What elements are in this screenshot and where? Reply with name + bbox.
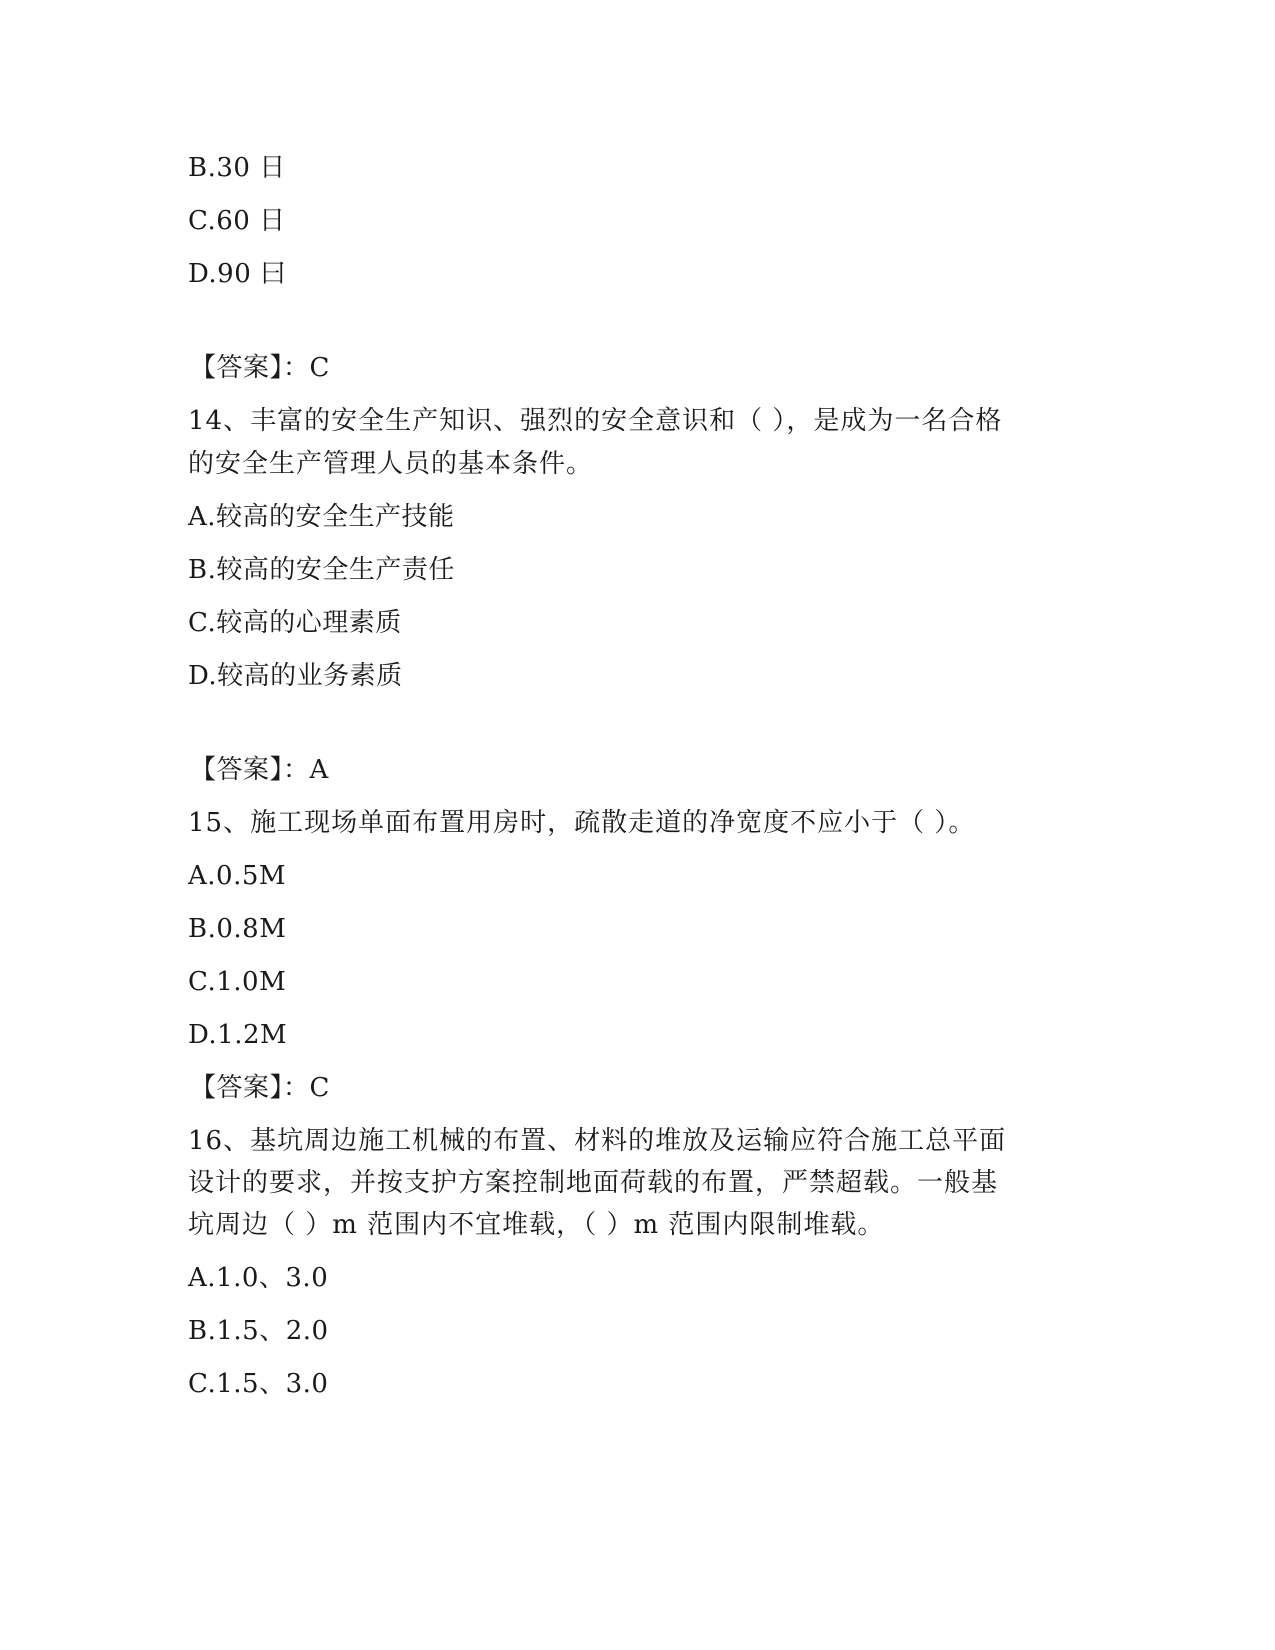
q16-option-b: B.1.5、2.0: [188, 1316, 329, 1346]
q14-option-c: C.较高的心理素质: [188, 608, 402, 638]
q15-stem-line-1: 15、施工现场单面布置用房时，疏散走道的净宽度不应小于（ ）。: [188, 808, 976, 838]
q16-stem-line-3: 坑周边（ ）m 范围内不宜堆载，（ ）m 范围内限制堆载。: [188, 1210, 885, 1240]
q15-option-d: D.1.2M: [188, 1020, 288, 1050]
q13-option-c: C.60 日: [188, 206, 286, 236]
q15-option-a: A.0.5M: [188, 861, 287, 891]
q16-stem-line-2: 设计的要求，并按支护方案控制地面荷载的布置，严禁超载。一般基: [188, 1168, 999, 1198]
q13-answer: 【答案】：C: [190, 353, 330, 383]
q16-option-c: C.1.5、3.0: [188, 1369, 329, 1399]
q14-option-b: B.较高的安全生产责任: [188, 555, 455, 585]
q16-stem-line-1: 16、基坑周边施工机械的布置、材料的堆放及运输应符合施工总平面: [188, 1126, 1007, 1156]
q15-option-b: B.0.8M: [188, 914, 287, 944]
q14-option-d: D.较高的业务素质: [188, 661, 403, 691]
q13-option-b: B.30 日: [188, 153, 286, 183]
q14-stem-line-1: 14、丰富的安全生产知识、强烈的安全意识和（ ），是成为一名合格: [188, 406, 1003, 436]
q14-answer: 【答案】：A: [190, 755, 329, 785]
q15-answer: 【答案】：C: [190, 1073, 330, 1103]
q15-option-c: C.1.0M: [188, 967, 287, 997]
q14-stem-line-2: 的安全生产管理人员的基本条件。: [188, 449, 594, 479]
q14-option-a: A.较高的安全生产技能: [188, 502, 455, 532]
q16-option-a: A.1.0、3.0: [188, 1263, 329, 1293]
q13-option-d: D.90 曰: [188, 259, 287, 289]
